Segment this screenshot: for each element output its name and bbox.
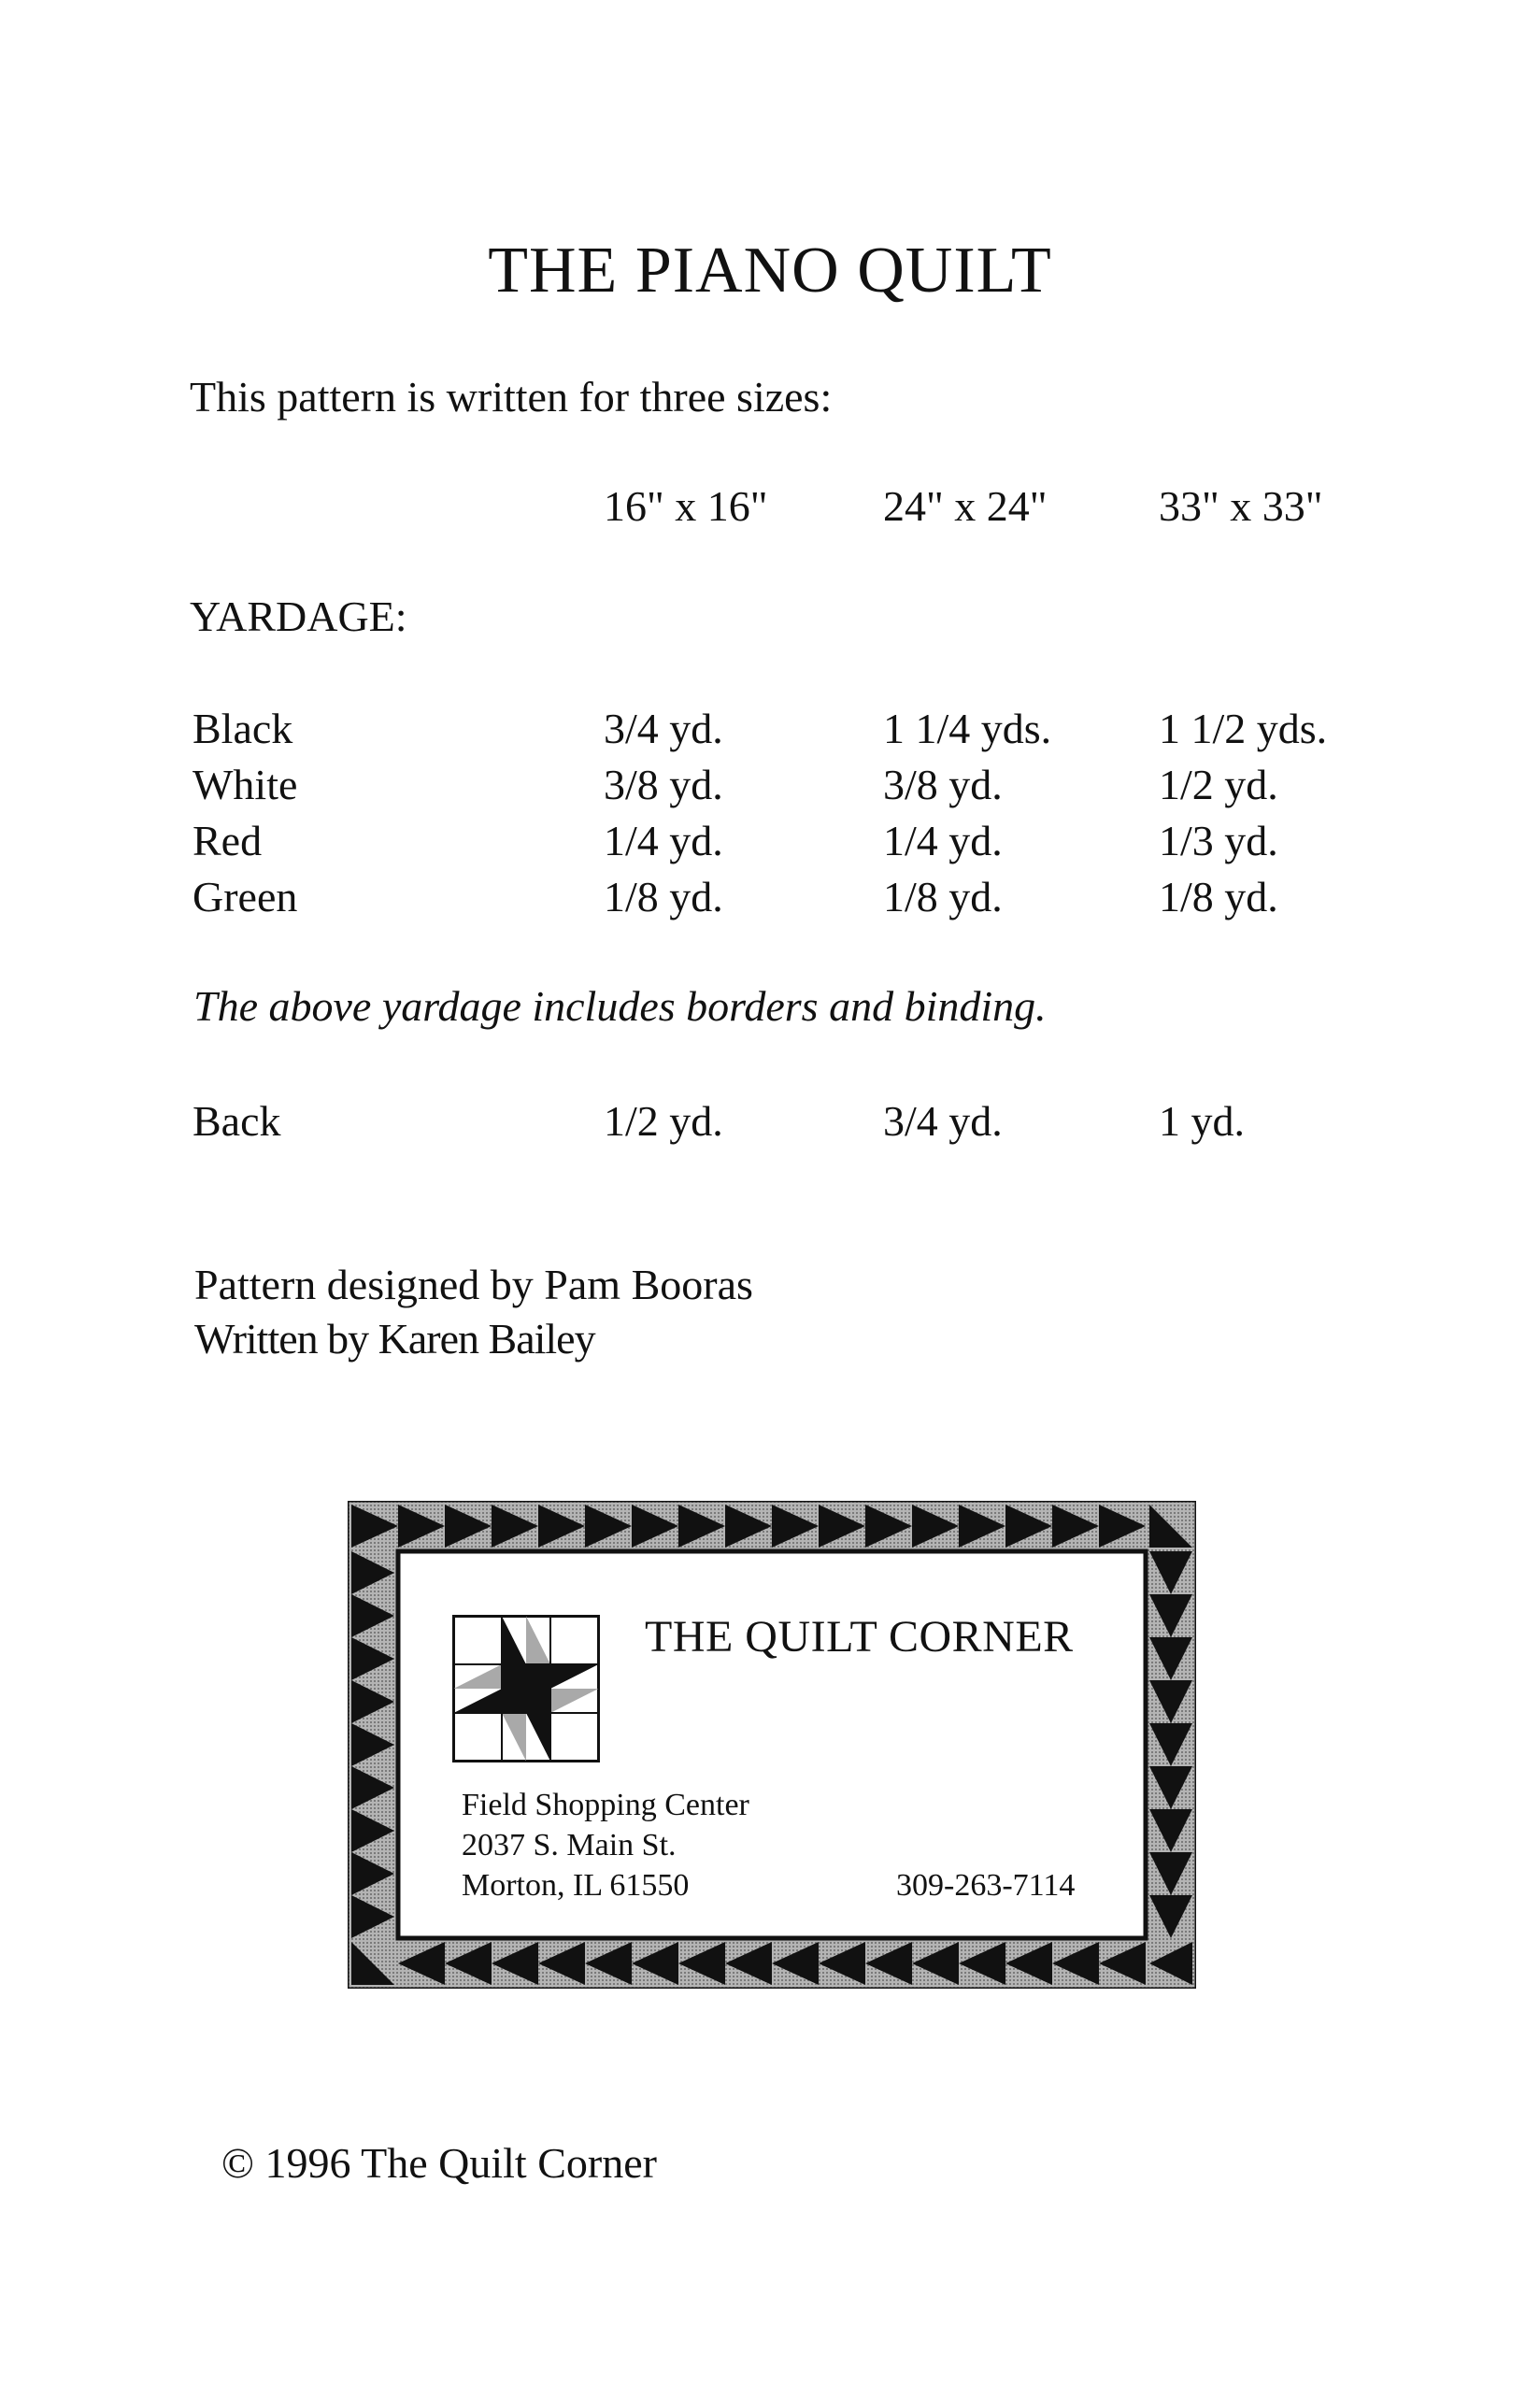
- fabric-name: Black: [192, 705, 293, 752]
- yardage-value: 1/4 yd.: [883, 817, 1003, 864]
- table-row: [0, 816, 1540, 872]
- writer-credit: Written by Karen Bailey: [194, 1315, 595, 1363]
- yardage-value: 3/8 yd.: [604, 761, 723, 808]
- fabric-name: White: [192, 761, 298, 808]
- yardage-value: 1 1/2 yds.: [1159, 705, 1328, 752]
- address-line: Field Shopping Center: [462, 1788, 749, 1822]
- yardage-value: 1/8 yd.: [883, 873, 1003, 920]
- size-header-large: 33" x 33": [1159, 482, 1323, 530]
- yardage-value: 1/2 yd.: [1159, 761, 1278, 808]
- yardage-value: 1/8 yd.: [1159, 873, 1278, 920]
- yardage-value: 1/4 yd.: [604, 817, 723, 864]
- table-row: [0, 872, 1540, 928]
- yardage-value: 1/8 yd.: [604, 873, 723, 920]
- yardage-heading: YARDAGE:: [190, 592, 407, 640]
- phone-number: 309-263-7114: [896, 1868, 1076, 1903]
- yardage-value: 1/3 yd.: [1159, 817, 1278, 864]
- business-card: [348, 1501, 1196, 1989]
- yardage-value: 1 yd.: [1159, 1097, 1245, 1145]
- fabric-name: Green: [192, 873, 298, 920]
- page-title: THE PIANO QUILT: [488, 235, 1052, 307]
- fabric-name: Back: [192, 1097, 281, 1145]
- yardage-value: 1 1/4 yds.: [883, 705, 1052, 752]
- shop-name: THE QUILT CORNER: [645, 1612, 1074, 1662]
- address-line: 2037 S. Main St.: [462, 1828, 677, 1862]
- designer-credit: Pattern designed by Pam Booras: [194, 1261, 753, 1308]
- yardage-value: 3/4 yd.: [604, 705, 723, 752]
- table-row: [0, 704, 1540, 760]
- fabric-name: Red: [192, 817, 263, 864]
- address-line: Morton, IL 61550: [462, 1868, 690, 1903]
- table-row: [0, 760, 1540, 816]
- star-block-logo: [452, 1615, 600, 1762]
- size-header-medium: 24" x 24": [883, 482, 1048, 530]
- backing-row: [0, 1096, 1540, 1152]
- intro-text: This pattern is written for three sizes:: [190, 373, 833, 421]
- yardage-value: 3/4 yd.: [883, 1097, 1003, 1145]
- copyright-notice: © 1996 The Quilt Corner: [221, 2139, 657, 2187]
- yardage-note: The above yardage includes borders and binding.: [193, 982, 1047, 1030]
- yardage-value: 3/8 yd.: [883, 761, 1003, 808]
- size-header-small: 16" x 16": [604, 482, 768, 530]
- yardage-value: 1/2 yd.: [604, 1097, 723, 1145]
